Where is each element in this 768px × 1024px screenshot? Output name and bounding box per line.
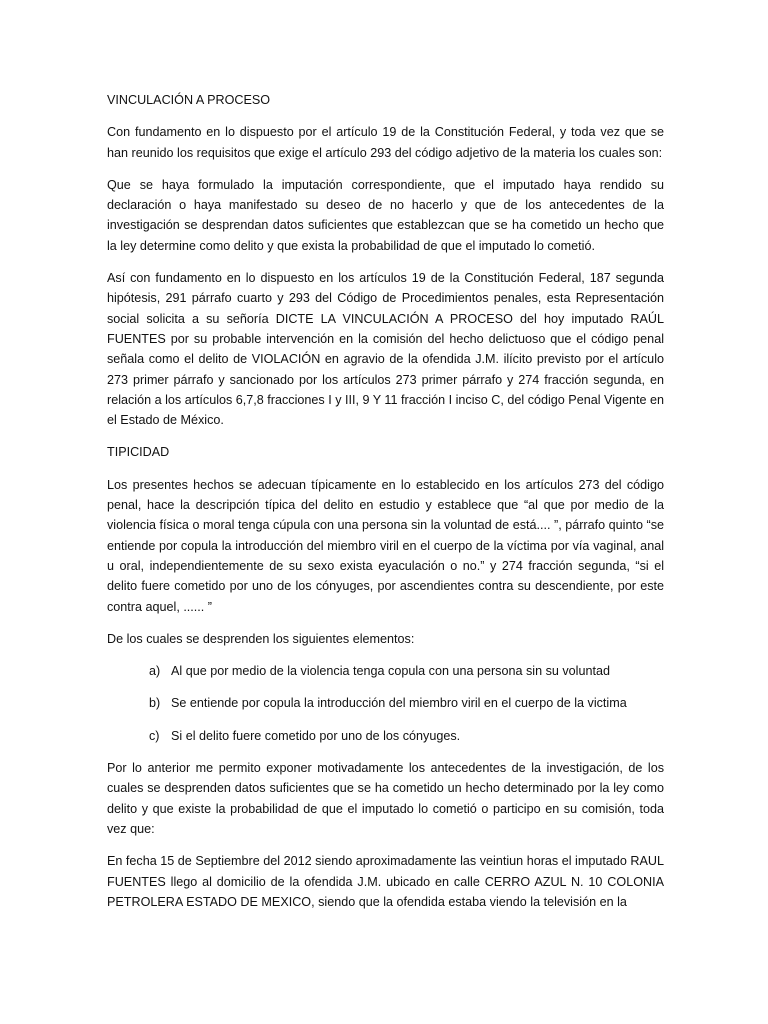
paragraph-solicitud: Así con fundamento en lo dispuesto en los artículos 19 de la Constitución Federal, 187 segunda hipótesis, 291 párrafo cuarto y 293 del Código de Procedimientos penales, esta Representación social solicita a su señoría DICTE LA VINCULACIÓN A PROCESO del hoy imputado RAÚL FUENTES por su probable intervención en la comisión del hecho delictuoso que el código penal señala como el delito de VIOLACIÓN en agravio de la ofendida J.M. ilícito previsto por el artículo 273 primer párrafo y sancionado por los artículos 273 primer párrafo y 274 fracción segunda, en relación a los artículos 6,7,8 fracciones I y III, 9 Y 11 fracción I inciso C, del código Penal Vigente en el Estado de México. — [107, 271, 665, 428]
paragraph-antecedentes: Por lo anterior me permito exponer motivadamente los antecedentes de la investigación, de los cuales se desprenden datos suficientes que se ha cometido un hecho determinado por la ley como delito y que existe la probabilidad de que el imputado lo cometió o participo en su comisión, toda vez que: — [107, 761, 664, 836]
paragraph-requisitos: Que se haya formulado la imputación correspondiente, que el imputado haya rendido su declaración o haya manifestado su deseo de no hacerlo y que de los antecedentes de la investigación se desprendan datos suficientes que establezcan que se ha cometido un hecho que la ley determine como delito y que exista la probabilidad de que el imputado lo cometió. — [107, 177, 664, 253]
list-marker: a) — [149, 664, 161, 679]
list-item — [149, 661, 664, 681]
list-marker: b) — [149, 696, 161, 711]
paragraph-elementos-intro: De los cuales se desprenden los siguientes elementos: — [107, 631, 415, 646]
paragraph-hechos: En fecha 15 de Septiembre del 2012 siendo aproximadamente las veintiun horas el imputado RAUL FUENTES llego al domicilio de la ofendida J.M. ubicado en calle CERRO AZUL N. 10 COLONIA PETROLERA ESTADO DE MEXICO, siendo que la ofendida estaba viendo la televisión en la — [107, 854, 664, 909]
list-item — [149, 693, 664, 713]
list-item-text: Si el delito fuere cometido por uno de los cónyuges. — [171, 728, 461, 743]
paragraph-tipicidad: Los presentes hechos se adecuan típicamente en lo establecido en los artículos 273 del código penal, hace la descripción típica del delito en estudio y establece que “al que por medio de la violencia física o moral tenga cúpula con una persona sin la voluntad de está.... ”, párrafo quinto “se entiende por copula la introducción del miembro viril en el cuerpo de la víctima por vía vaginal, anal u oral, independientemente de su sexo exista eyaculación o no.” y 274 fracción segunda, “si el delito fuere cometido por uno de los cónyuges, por ascendientes contra su descendiente, por este contra aquel, ...... ” — [107, 477, 664, 614]
heading-vinculacion: VINCULACIÓN A PROCESO — [107, 93, 271, 107]
list-marker: c) — [149, 728, 160, 743]
paragraph-fundamento: Con fundamento en lo dispuesto por el artículo 19 de la Constitución Federal, y toda vez que se han reunido los requisitos que exige el artículo 293 del código adjetivo de la materia los cuales son: — [107, 125, 664, 160]
elements-list — [107, 661, 664, 746]
list-item — [149, 726, 664, 746]
heading-tipicidad: TIPICIDAD — [107, 445, 170, 460]
list-item-text: Al que por medio de la violencia tenga copula con una persona sin su voluntad — [171, 664, 610, 679]
list-item-text: Se entiende por copula la introducción del miembro viril en el cuerpo de la victima — [171, 696, 627, 711]
